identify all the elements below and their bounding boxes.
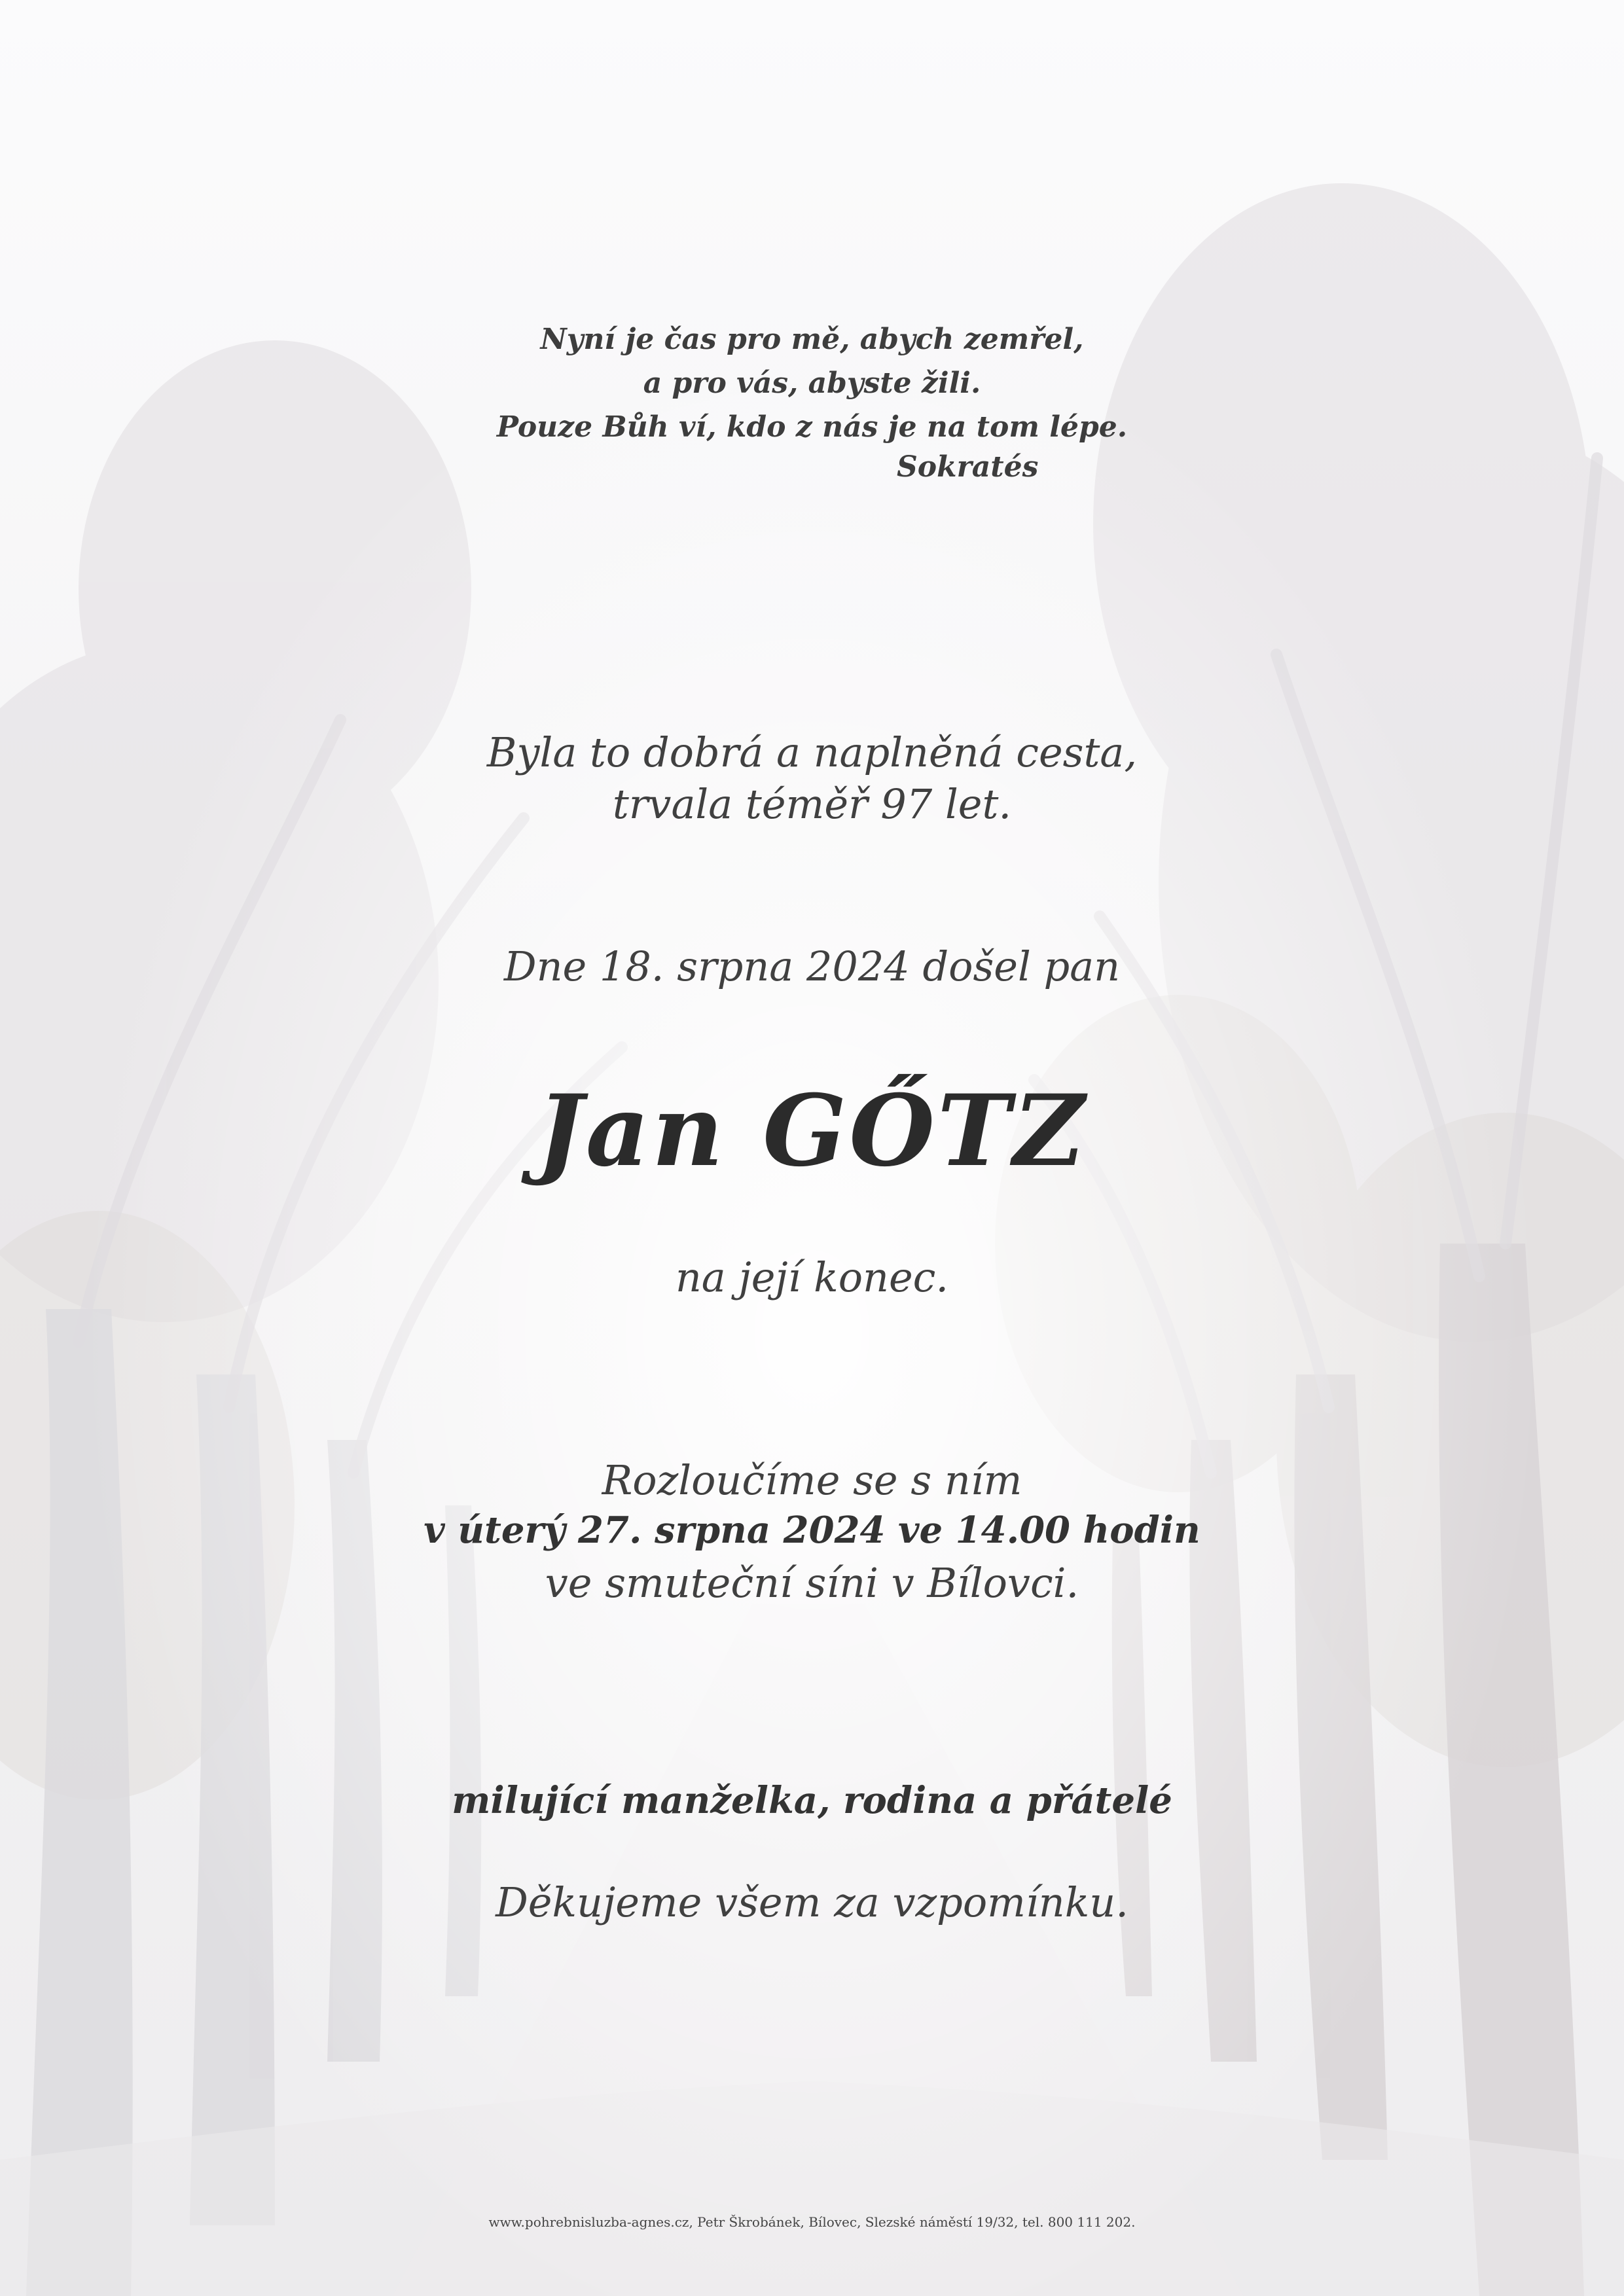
death-announcement: Dne 18. srpna 2024 došel pan <box>503 942 1121 990</box>
quote-author: Sokratés <box>897 450 1039 484</box>
mourners: milující manželka, rodina a přátelé <box>452 1779 1172 1822</box>
after-name-text: na její konec. <box>675 1253 949 1301</box>
thanks-text: Děkujeme všem za vzpomínku. <box>496 1878 1128 1926</box>
ceremony-date-time: v úterý 27. srpna 2024 ve 14.00 hodin <box>424 1509 1200 1552</box>
intro-line-1: Byla to dobrá a naplněná cesta, <box>486 728 1138 776</box>
quote-line-3: Pouze Bůh ví, kdo z nás je na tom lépe. <box>496 410 1128 444</box>
deceased-name: Jan GŐTZ <box>536 1073 1088 1189</box>
quote-line-2: a pro vás, abyste žili. <box>643 367 981 400</box>
ceremony-line-1: Rozloučíme se s ním <box>602 1456 1022 1504</box>
intro-line-2: trvala téměř 97 let. <box>612 780 1012 828</box>
footer-contact: www.pohrebnisluzba-agnes.cz, Petr Škrobánek, Bílovec, Slezské náměstí 19/32, tel. 800 111 202. <box>488 2214 1136 2230</box>
ceremony-place: ve smuteční síni v Bílovci. <box>545 1559 1079 1607</box>
quote-line-1: Nyní je čas pro mě, abych zemřel, <box>540 323 1084 356</box>
